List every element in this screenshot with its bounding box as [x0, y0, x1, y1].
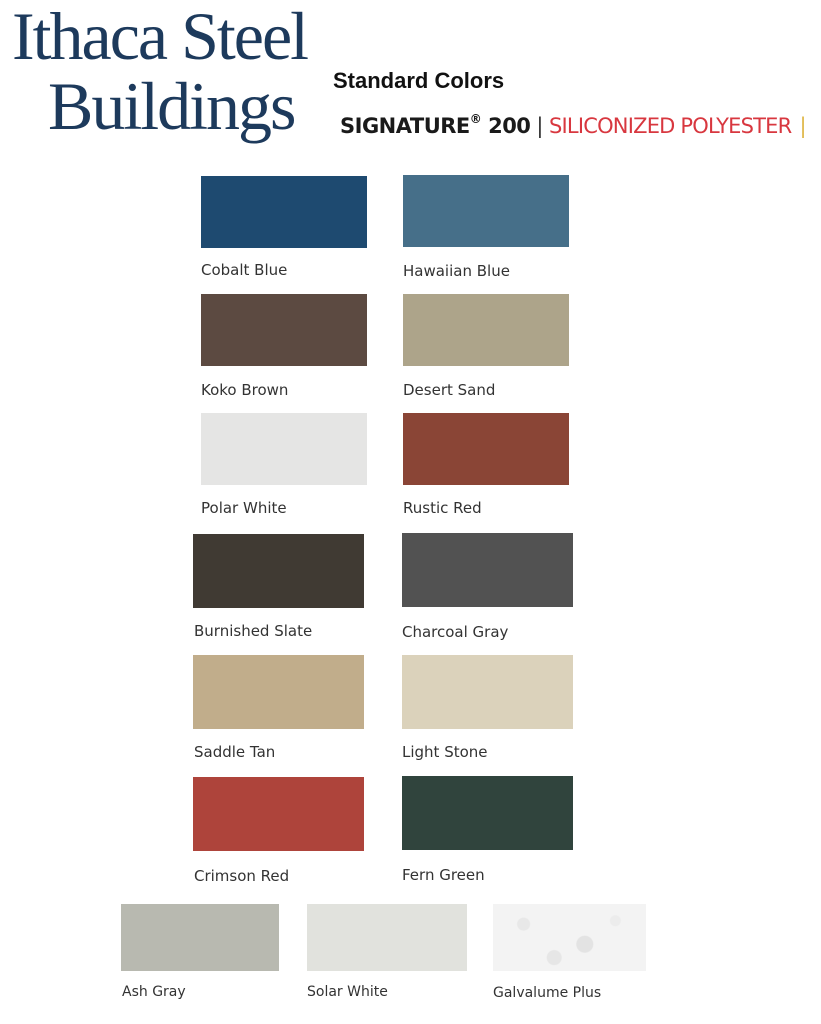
label-burnished-slate: Burnished Slate: [194, 622, 313, 640]
label-rustic-red: Rustic Red: [403, 499, 482, 517]
label-polar-white: Polar White: [201, 499, 287, 517]
label-galvalume-plus: Galvalume Plus: [493, 985, 602, 1001]
swatch-polar-white: [201, 413, 367, 485]
swatch-koko-brown: [201, 294, 367, 366]
product-name: SIGNATURE: [340, 114, 470, 138]
swatch-saddle-tan: [193, 655, 364, 729]
label-desert-sand: Desert Sand: [403, 381, 496, 399]
swatch-rustic-red: [403, 413, 569, 485]
label-koko-brown: Koko Brown: [201, 381, 289, 399]
page-heading: Standard Colors: [333, 68, 505, 93]
product-line: [340, 114, 806, 138]
swatch-fern-green: [402, 776, 573, 850]
product-type: SILICONIZED POLYESTER: [549, 114, 792, 138]
label-charcoal-gray: Charcoal Gray: [402, 623, 509, 641]
swatch-cobalt-blue: [201, 176, 367, 248]
registered-mark: ®: [469, 112, 482, 126]
swatch-galvalume-plus: [493, 904, 646, 971]
product-separator: |: [536, 114, 543, 138]
label-cobalt-blue: Cobalt Blue: [201, 261, 288, 279]
product-model: 200: [481, 114, 531, 138]
label-crimson-red: Crimson Red: [194, 867, 290, 885]
swatch-ash-gray: [121, 904, 279, 971]
label-solar-white: Solar White: [307, 984, 388, 1000]
swatch-hawaiian-blue: [403, 175, 569, 247]
logo-line-2: Buildings: [48, 68, 295, 144]
swatch-desert-sand: [403, 294, 569, 366]
label-ash-gray: Ash Gray: [122, 984, 186, 1000]
swatch-light-stone: [402, 655, 573, 729]
label-fern-green: Fern Green: [402, 866, 485, 884]
logo-line-1: Ithaca Steel: [12, 0, 308, 74]
swatch-burnished-slate: [193, 534, 364, 608]
label-hawaiian-blue: Hawaiian Blue: [403, 262, 510, 280]
label-light-stone: Light Stone: [402, 743, 488, 761]
product-separator-2: |: [799, 114, 807, 138]
swatch-charcoal-gray: [402, 533, 573, 607]
swatch-crimson-red: [193, 777, 364, 851]
swatch-solar-white: [307, 904, 467, 971]
label-saddle-tan: Saddle Tan: [194, 743, 276, 761]
